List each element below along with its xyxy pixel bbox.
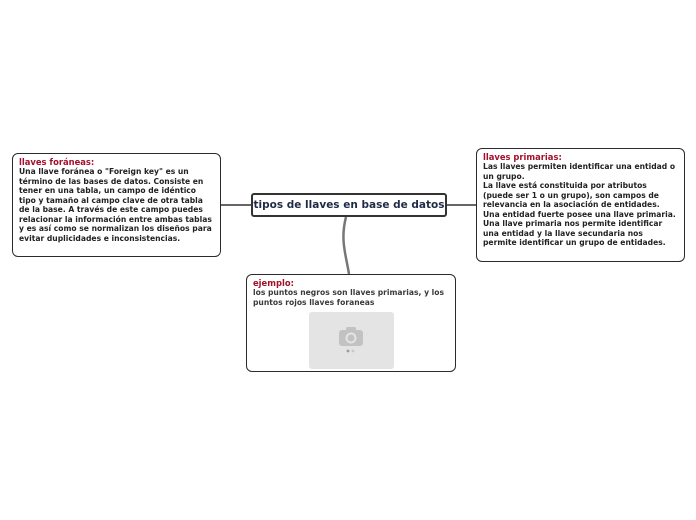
topic-llaves-foraneas[interactable]	[12, 153, 221, 257]
topic-title: ejemplo:	[253, 278, 294, 288]
topic-title: llaves foráneas:	[19, 157, 95, 167]
topic-body: Las llaves permiten identificar una entidad o un grupo. La llave está constituida por atributos (puede ser 1 o un grupo), son campos de relevancia en la asociación de entidades. Una entidad fuerte posee una llave primaria. Una llave primaria nos permite identificar una entidad y la llave secundaria nos permite identificar un grupo de entidades.	[483, 162, 676, 247]
image-placeholder[interactable]	[309, 312, 394, 369]
topic-llaves-primarias[interactable]	[476, 148, 685, 262]
topic-body: Una llave foránea o "Foreign key" es un término de las bases de datos. Consiste en tener en una tabla, un campo de idéntico tipo y tamaño al campo clave de otra tabla de la base. A través de este campo puedes relacionar la información entre ambas tablas y es así como se normalizan los diseños para evitar duplicidades e inconsistencias.	[19, 167, 212, 243]
carousel-dot	[352, 350, 355, 353]
central-topic-label: tipos de llaves en base de datos	[253, 199, 445, 211]
topic-ejemplo[interactable]	[246, 274, 456, 372]
topic-title: llaves primarias:	[483, 152, 562, 162]
topic-body: los puntos negros son llaves primarias, y los puntos rojos llaves foraneas	[253, 288, 445, 307]
central-topic[interactable]	[251, 193, 447, 217]
camera-icon	[309, 312, 394, 369]
carousel-dot-active	[347, 350, 350, 353]
connector-bottom	[343, 217, 349, 274]
